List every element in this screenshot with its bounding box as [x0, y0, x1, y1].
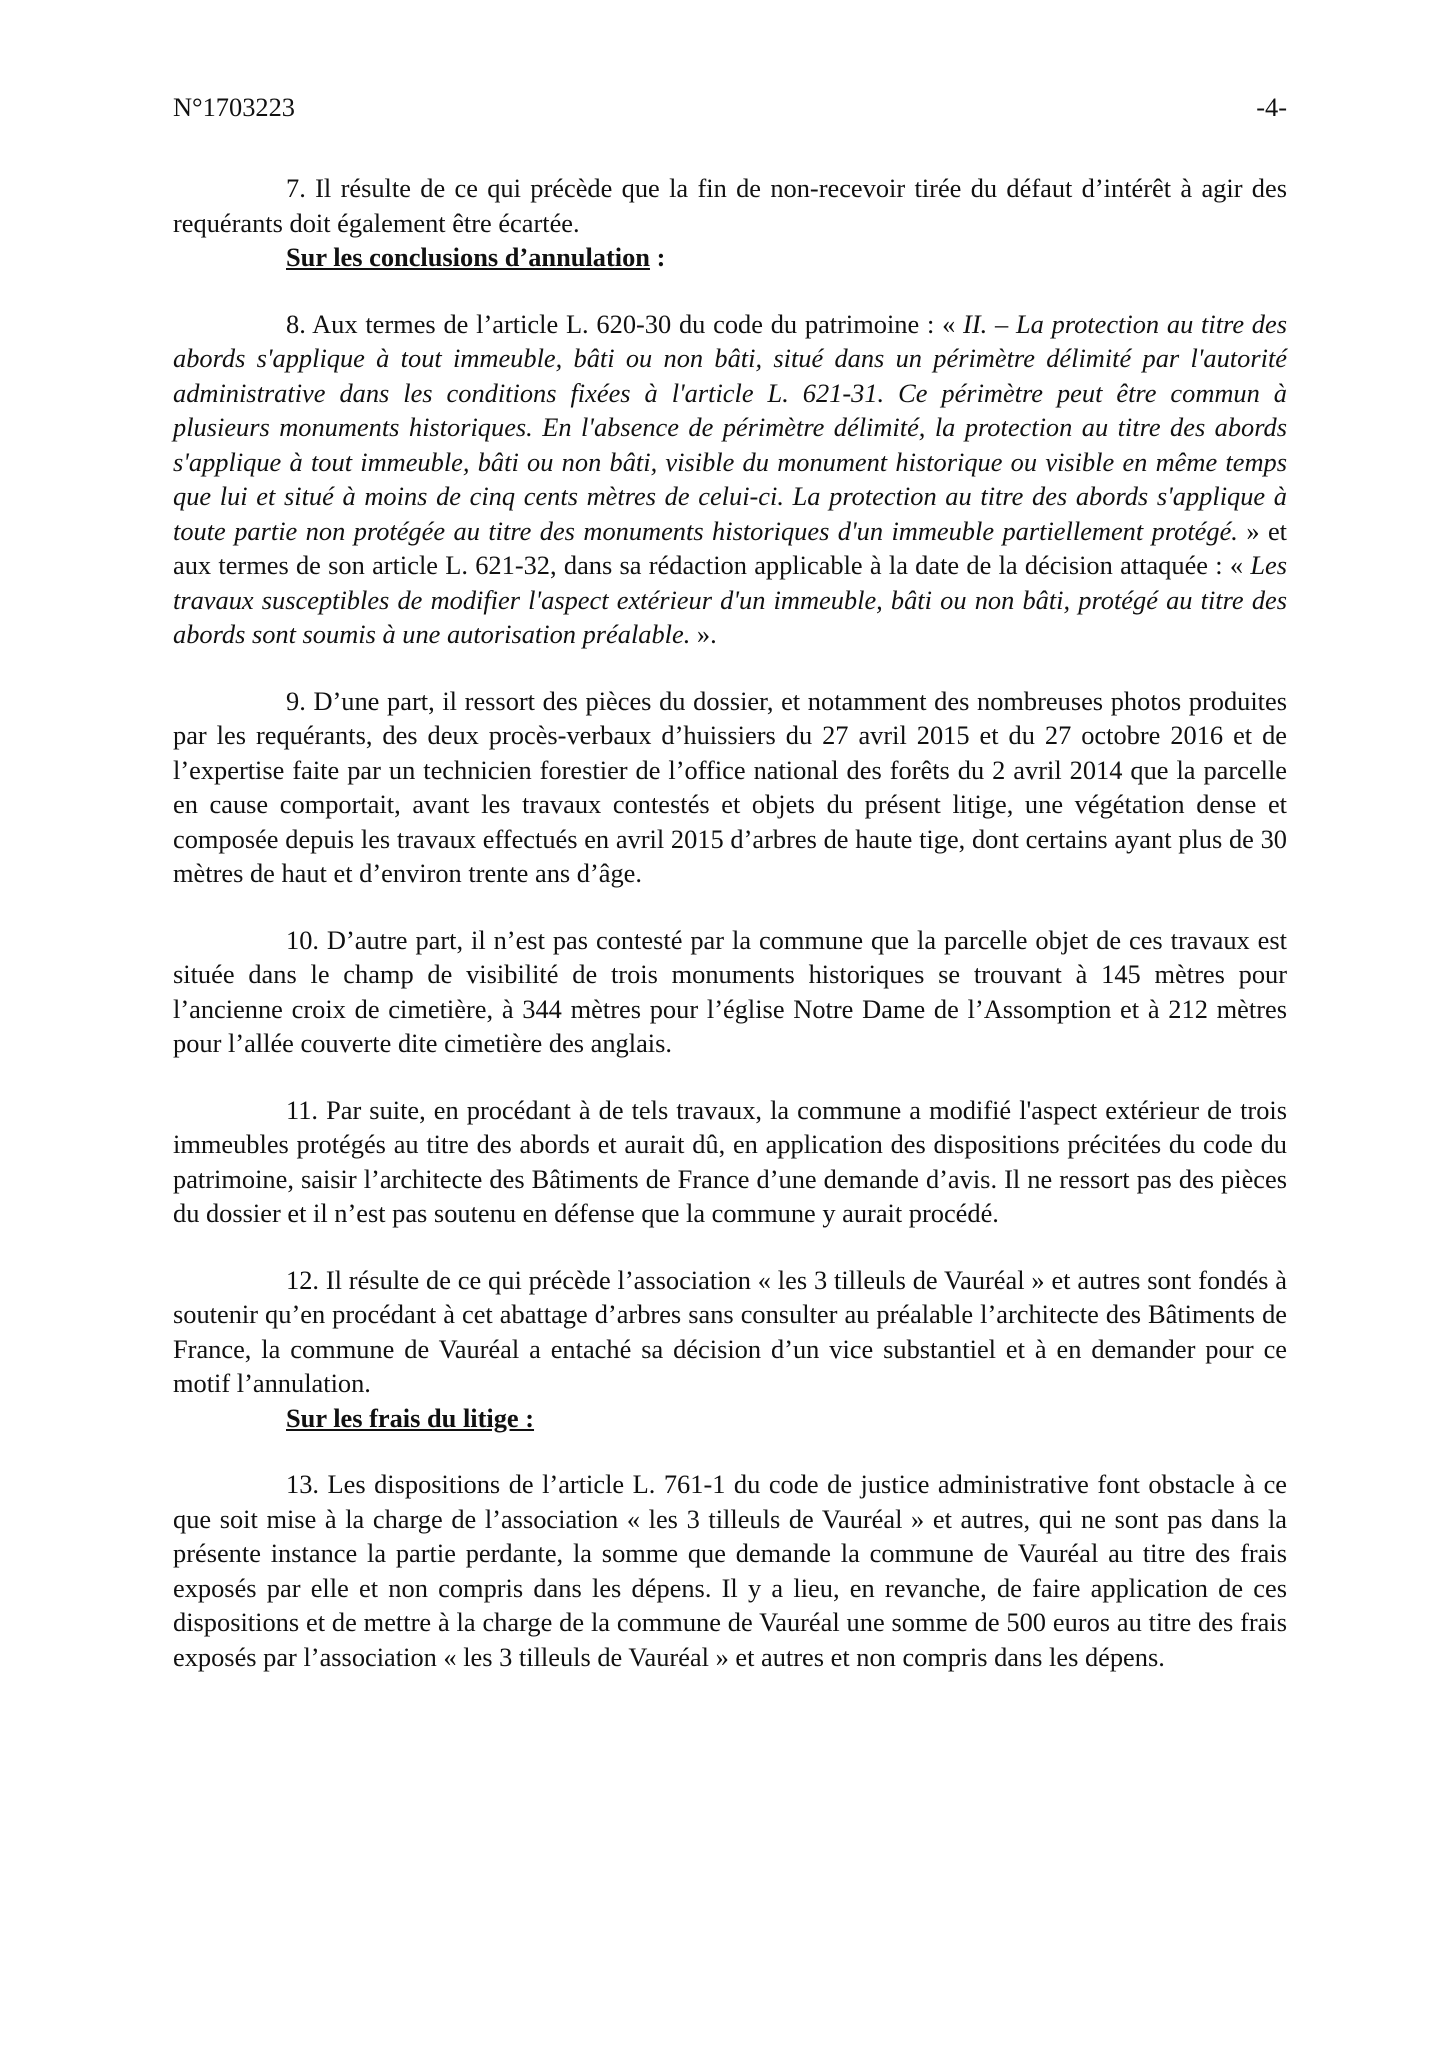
case-number: N°1703223 — [173, 92, 295, 122]
paragraph-8-intro: 8. Aux termes de l’article L. 620-30 du code du patrimoine : « — [286, 308, 964, 339]
paragraph-8-quote-l621-32: Les travaux susceptibles de modifier l'aspect extérieur d'un immeuble, bâti ou non bâti, protégé au titre des abords sont soumis à une autorisation préalable. — [173, 550, 1287, 649]
section-heading-annulation-text: Sur les conclusions d’annulation — [286, 242, 650, 272]
document-body — [173, 171, 1287, 1674]
paragraph-10: 10. D’autre part, il n’est pas contesté par la commune que la parcelle objet de ces travaux est située dans le champ de visibilité de trois monuments historiques se trouvant à 145 mètres pour l’ancienne croix de cimetière, à 344 mètres pour l’église Notre Dame de l’Assomption et à 212 mètres pour l’allée couverte dite cimetière des anglais. — [173, 924, 1287, 1058]
page-number: -4- — [1256, 92, 1287, 122]
section-heading-frais-text: Sur les frais du litige : — [286, 1402, 535, 1433]
section-heading-frais — [173, 1401, 1287, 1436]
section-heading-annulation — [173, 240, 1287, 275]
paragraph-13: 13. Les dispositions de l’article L. 761-1 du code de justice administrative font obstacle à ce que soit mise à la charge de l’association « les 3 tilleuls de Vauréal » et autres, qui ne sont pas dans la présente instance la partie perdante, la somme que demande la commune de Vauréal au titre des frais exposés par elle et non compris dans les dépens. Il y a lieu, en revanche, de faire application de ces dispositions et de mettre à la charge de la commune de Vauréal une somme de 500 euros au titre des frais exposés par l’association « les 3 tilleuls de Vauréal » et autres et non compris dans les dépens. — [173, 1469, 1287, 1672]
page-header — [173, 90, 1287, 125]
paragraph-11: 11. Par suite, en procédant à de tels travaux, la commune a modifié l'aspect extérieur de trois immeubles protégés au titre des abords et aurait dû, en application des dispositions précitées du code du patrimoine, saisir l’architecte des Bâtiments de France d’une demande d’avis. Il ne ressort pas des pièces du dossier et il n’est pas soutenu en défense que la commune y aurait procédé. — [173, 1094, 1287, 1228]
paragraph-8-quote-l620-30: II. – La protection au titre des abords s'applique à tout immeuble, bâti ou non bâti, situé dans un périmètre délimité par l'autorité administrative dans les conditions fixées à l'article L. 621-31. Ce périmètre peut être commun à plusieurs monuments historiques. En l'absence de périmètre délimité, la protection au titre des abords s'applique à tout immeuble, bâti ou non bâti, visible du monument historique ou visible en même temps que lui et situé à moins de cinq cents mètres de celui-ci. La protection au titre des abords s'applique à toute partie non protégée au titre des monuments historiques d'un immeuble partiellement protégé. — [173, 308, 1287, 546]
paragraph-8-middle: » et aux termes de son article L. 621-32, dans sa rédaction applicable à la date de la décision attaquée : « — [173, 515, 1287, 580]
paragraph-9: 9. D’une part, il ressort des pièces du dossier, et notamment des nombreuses photos produites par les requérants, des deux procès-verbaux d’huissiers du 27 avril 2015 et du 27 octobre 2016 et de l’expertise faite par un technicien forestier de l’office national des forêts du 2 avril 2014 que la parcelle en cause comportait, avant les travaux contestés et objets du présent litige, une végétation dense et composée depuis les travaux effectués en avril 2015 d’arbres de haute tige, dont certains ayant plus de 30 mètres de haut et d’environ trente ans d’âge. — [173, 685, 1287, 888]
paragraph-8-end: ». — [690, 619, 717, 649]
paragraph-8 — [173, 307, 1287, 652]
paragraph-7: 7. Il résulte de ce qui précède que la fin de non-recevoir tirée du défaut d’intérêt à agir des requérants doit également être écartée. — [173, 173, 1287, 238]
section-heading-annulation-colon: : — [649, 242, 666, 272]
paragraph-12: 12. Il résulte de ce qui précède l’association « les 3 tilleuls de Vauréal » et autres sont fondés à soutenir qu’en procédant à cet abattage d’arbres sans consulter au préalable l’architecte des Bâtiments de France, la commune de Vauréal a entaché sa décision d’un vice substantiel et à en demander pour ce motif l’annulation. — [173, 1264, 1287, 1398]
